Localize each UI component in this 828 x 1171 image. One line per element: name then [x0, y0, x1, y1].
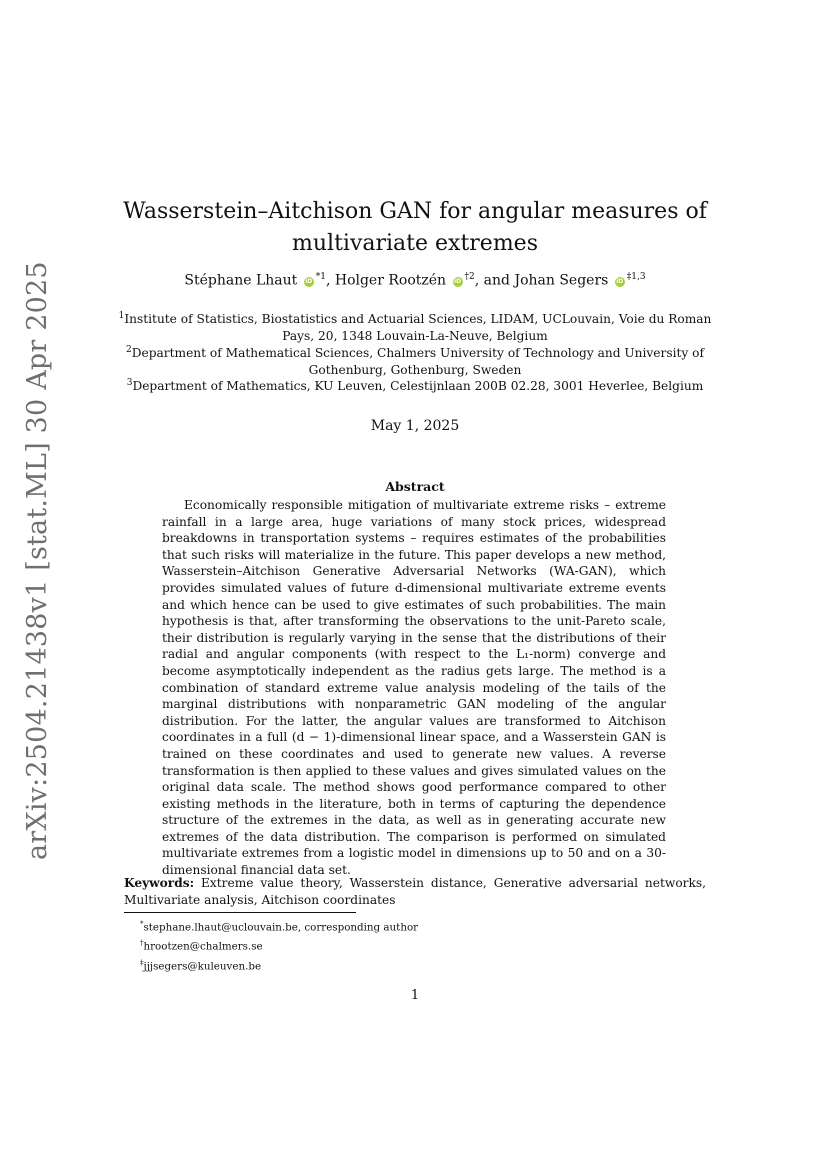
- orcid-icon[interactable]: iD: [616, 277, 624, 285]
- orcid-icon[interactable]: iD: [305, 277, 313, 285]
- affiliation-line: Department of Mathematics, KU Leuven, Celestijnlaan 200B 02.28, 3001 Heverlee, Belgium: [132, 379, 704, 394]
- keywords: [124, 875, 706, 909]
- publication-date: May 1, 2025: [370, 418, 460, 434]
- orcid-icon[interactable]: iD: [454, 277, 462, 285]
- footnote: [140, 916, 418, 935]
- arxiv-identifier: arXiv:2504.21438v1 [stat.ML] 30 Apr 2025: [22, 261, 53, 860]
- author-name: Holger Rootzén: [334, 272, 447, 289]
- footnote: [140, 935, 418, 954]
- author-marks: *1: [315, 272, 326, 282]
- affiliation: [118, 308, 712, 345]
- affiliation-line: Gothenburg, Gothenburg, Sweden: [308, 363, 522, 378]
- author-list: [120, 272, 710, 289]
- title-line-1: Wasserstein–Aitchison GAN for angular measures of: [123, 199, 707, 224]
- affiliation: [118, 342, 712, 379]
- author-name: Stéphane Lhaut: [184, 272, 298, 289]
- affiliation-number: 3: [126, 378, 133, 388]
- affiliation-line: Pays, 20, 1348 Louvain-La-Neuve, Belgium: [282, 329, 548, 344]
- footnote-text[interactable]: stephane.lhaut@uclouvain.be, corresponding author: [143, 921, 419, 934]
- footnote-text[interactable]: hrootzen@chalmers.se: [143, 940, 263, 953]
- affiliation-number: 2: [126, 345, 132, 355]
- affiliation-number: 1: [118, 311, 125, 321]
- author-marks: ‡1,3: [626, 272, 646, 282]
- keywords-text: Extreme value theory, Wasserstein distance, Generative adversarial networks, Multivariate analysis, Aitchison coordinates: [124, 876, 707, 907]
- footnote-mark: †: [140, 939, 144, 948]
- footnote-rule: [124, 912, 356, 913]
- page-number: 1: [410, 988, 420, 1003]
- author-marks: †2: [464, 272, 475, 282]
- footnotes: [140, 916, 418, 974]
- affiliation-line: Institute of Statistics, Biostatistics and Actuarial Sciences, LIDAM, UCLouvain, Voie du Roman: [124, 312, 712, 327]
- title-line-2: multivariate extremes: [292, 231, 538, 256]
- affiliation-line: Department of Mathematical Sciences, Chalmers University of Technology and University of: [131, 346, 704, 361]
- footnote: [140, 955, 418, 974]
- abstract-heading: Abstract: [385, 479, 445, 494]
- keywords-label: Keywords:: [124, 876, 195, 890]
- footnote-text[interactable]: jjjsegers@kuleuven.be: [143, 960, 262, 973]
- author-separator: ,: [325, 272, 331, 289]
- author-separator: , and: [474, 272, 510, 289]
- abstract-body: Economically responsible mitigation of multivariate extreme risks – extreme rainfall in a large area, huge variations of many stock prices, widespread breakdowns in transportation systems – requires estimates of the probabilities that such risks will materialize in the future. This paper develops a new method, Wasserstein–Aitchison Generative Adversarial Networks (WA-GAN), which provides simulated values of future d-dimensional multivariate extreme events and which hence can be used to give estimates of such probabilities. The main hypothesis is that, after transforming the observations to the unit-Pareto scale, their distribution is regularly varying in the sense that the distributions of their radial and angular components (with respect to the L₁-norm) converge and become asymptotically independent as the radius gets large. The method is a combination of standard extreme value analysis modeling of the tails of the marginal distributions with nonparametric GAN modeling of the angular distribution. For the latter, the angular values are transformed to Aitchison coordinates in a full (d − 1)-dimensional linear space, and a Wasserstein GAN is trained on these coordinates and used to generate new values. A reverse transformation is then applied to these values and gives simulated values on the original data scale. The method shows good performance compared to other existing methods in the literature, both in terms of capturing the dependence structure of the extremes in the data, as well as in generating accurate new extremes of the data distribution. The comparison is performed on simulated multivariate extremes from a logistic model in dimensions up to 50 and on a 30-dimensional financial data set.: [162, 498, 666, 878]
- affiliation: [118, 375, 712, 395]
- footnote-mark: *: [140, 920, 144, 928]
- paper-title: [120, 196, 710, 260]
- author-name: Johan Segers: [514, 272, 609, 289]
- footnote-mark: ‡: [140, 958, 144, 967]
